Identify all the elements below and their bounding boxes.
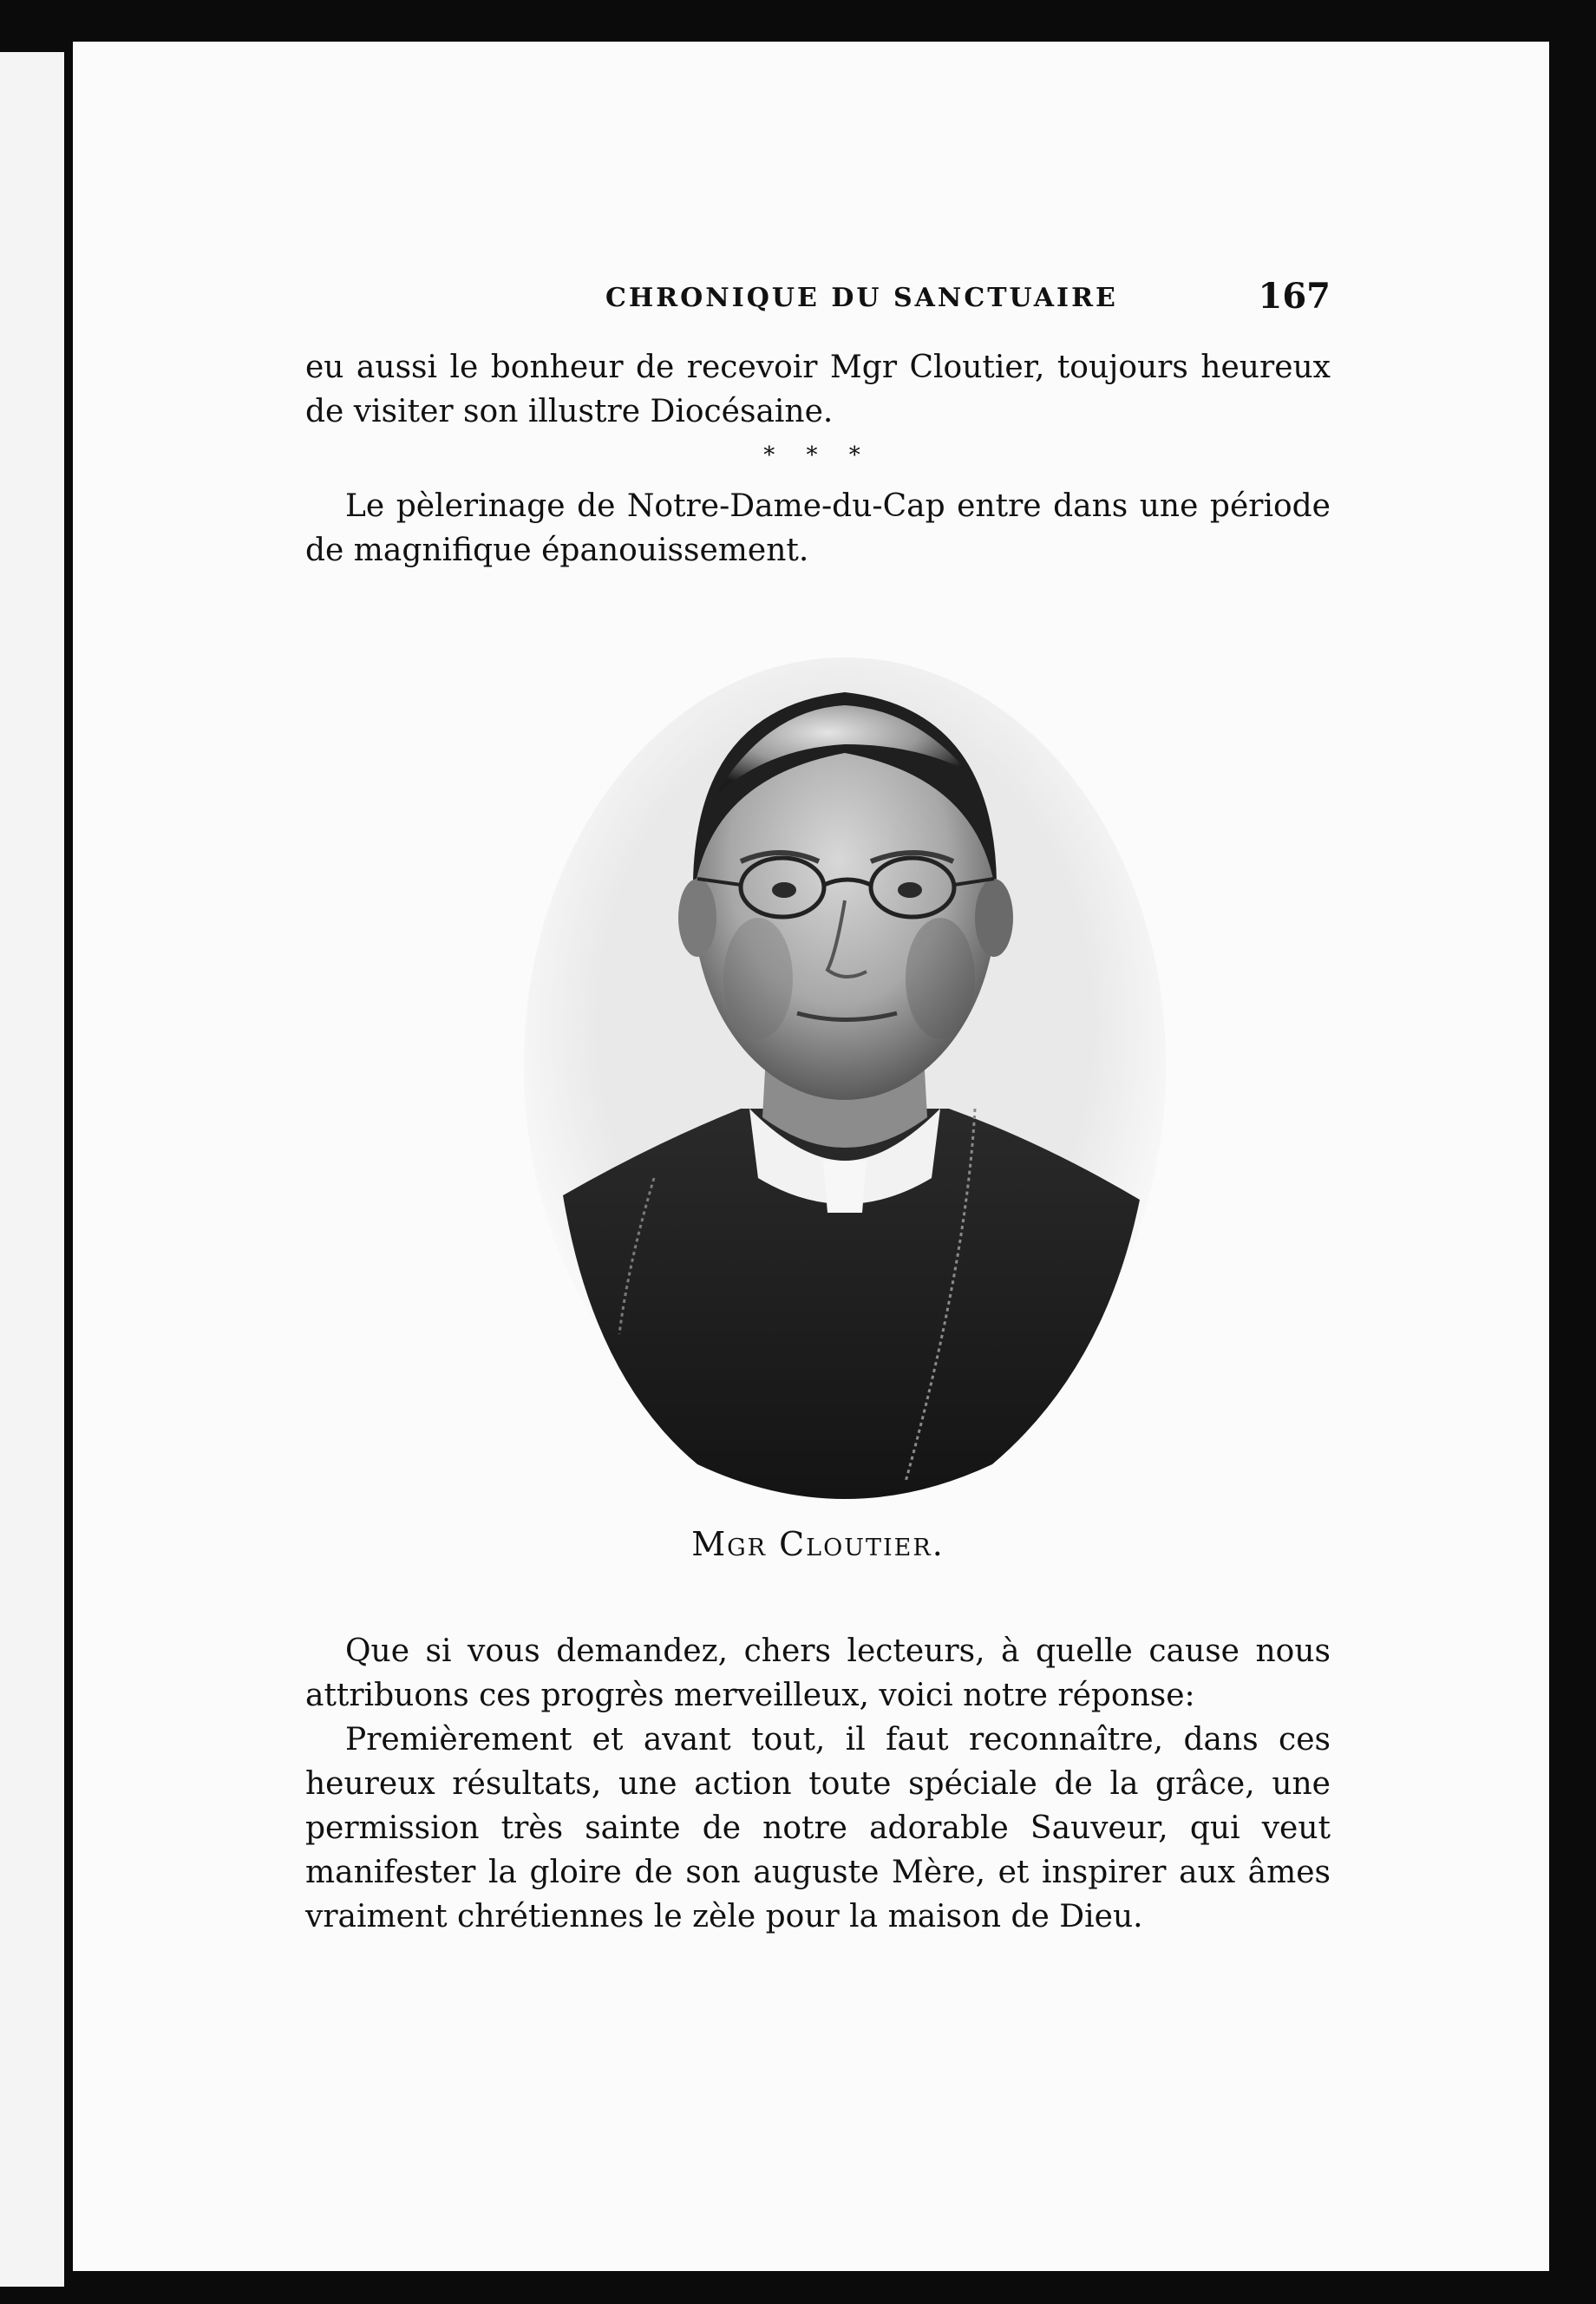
page-number: 167 xyxy=(1258,276,1331,317)
portrait-image xyxy=(481,658,1209,1516)
paragraph-1: eu aussi le bonheur de recevoir Mgr Cloutier, toujours heureux de visiter son illustre Diocésaine. xyxy=(305,350,1331,429)
body-text-bottom xyxy=(305,1629,1331,1939)
book-page xyxy=(73,42,1549,2271)
running-head xyxy=(533,269,1331,321)
paragraph-3: Que si vous demandez, chers lecteurs, à quelle cause nous attribuons ces progrès merveilleux, voici notre réponse: xyxy=(305,1633,1331,1713)
paragraph-2: Le pèlerinage de Notre-Dame-du-Cap entre dans une période de magnifique épanouissement. xyxy=(305,488,1331,568)
running-title: CHRONIQUE DU SANCTUAIRE xyxy=(605,283,1118,313)
section-separator: * * * xyxy=(763,442,873,468)
paragraph-4: Premièrement et avant tout, il faut reconnaître, dans ces heureux résultats, une action toute spéciale de la grâce, une permission très sainte de notre adorable Sauveur, qui veut manifester la gloire de son auguste Mère, et inspirer aux âmes vraiment chrétiennes le zèle pour la maison de Dieu. xyxy=(305,1722,1331,1934)
facing-page-edge xyxy=(0,52,64,2287)
figure-caption: Mgr Cloutier. xyxy=(691,1525,945,1563)
